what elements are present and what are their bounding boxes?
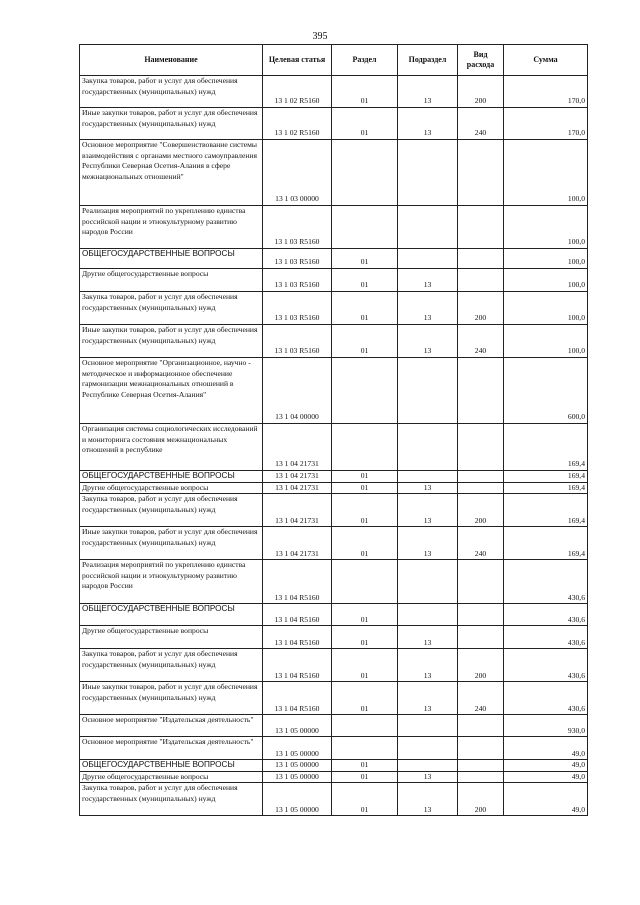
row-expense-type: 240 (458, 682, 504, 715)
row-target-article: 13 1 05 00000 (263, 715, 332, 737)
row-name: Иные закупки товаров, работ и услуг для обеспечения государственных (муниципальных) нужд (80, 108, 263, 140)
row-section: 01 (332, 604, 398, 626)
table-row (80, 737, 588, 760)
row-target-article: 13 1 04 R5160 (263, 604, 332, 626)
table-row (80, 424, 588, 471)
row-sum: 430,6 (504, 626, 588, 649)
row-name: Закупка товаров, работ и услуг для обеспечения государственных (муниципальных) нужд (80, 76, 263, 108)
row-section (332, 140, 398, 206)
row-name: Другие общегосударственные вопросы (80, 482, 263, 494)
table-row (80, 249, 588, 269)
row-name: ОБЩЕГОСУДАРСТВЕННЫЕ ВОПРОСЫ (80, 249, 263, 269)
header-target: Целевая статья (263, 45, 332, 76)
row-target-article: 13 1 04 R5160 (263, 626, 332, 649)
row-section: 01 (332, 269, 398, 292)
row-name: Иные закупки товаров, работ и услуг для обеспечения государственных (муниципальных) нужд (80, 682, 263, 715)
row-sum: 49,0 (504, 783, 588, 816)
row-section: 01 (332, 771, 398, 783)
row-target-article: 13 1 03 R5160 (263, 325, 332, 358)
row-sum: 100,0 (504, 206, 588, 249)
row-section: 01 (332, 249, 398, 269)
budget-table (79, 44, 588, 816)
row-target-article: 13 1 05 00000 (263, 760, 332, 772)
row-expense-type (458, 771, 504, 783)
row-section: 01 (332, 76, 398, 108)
table-row (80, 76, 588, 108)
row-section: 01 (332, 471, 398, 483)
row-expense-type (458, 140, 504, 206)
row-expense-type (458, 737, 504, 760)
row-sum: 170,0 (504, 108, 588, 140)
row-target-article: 13 1 04 R5160 (263, 560, 332, 604)
row-expense-type (458, 560, 504, 604)
row-expense-type (458, 358, 504, 424)
row-section: 01 (332, 649, 398, 682)
row-name: Основное мероприятие "Организационное, научно - методическое и информационное обеспечение гармонизации межнациональных отношений в Республике Северная Осетия-Алания" (80, 358, 263, 424)
row-subsection: 13 (398, 269, 458, 292)
row-expense-type: 200 (458, 494, 504, 527)
row-target-article: 13 1 04 00000 (263, 358, 332, 424)
row-expense-type: 200 (458, 783, 504, 816)
row-name: Основное мероприятие "Издательская деятельность" (80, 715, 263, 737)
row-sum: 49,0 (504, 771, 588, 783)
row-section (332, 424, 398, 471)
row-sum: 930,0 (504, 715, 588, 737)
row-subsection (398, 560, 458, 604)
row-target-article: 13 1 03 00000 (263, 140, 332, 206)
table-row (80, 604, 588, 626)
row-expense-type: 200 (458, 649, 504, 682)
row-name: Реализация мероприятий по укреплению единства российской нации и этнокультурному развитию народов России (80, 560, 263, 604)
table-row (80, 140, 588, 206)
row-section: 01 (332, 108, 398, 140)
table-row (80, 560, 588, 604)
row-expense-type (458, 424, 504, 471)
row-name: Организация системы социологических исследований и мониторинга состояния межнациональных отношений в республике (80, 424, 263, 471)
row-name: ОБЩЕГОСУДАРСТВЕННЫЕ ВОПРОСЫ (80, 760, 263, 772)
table-row (80, 626, 588, 649)
row-section: 01 (332, 325, 398, 358)
header-expense-type: Вид расхода (458, 45, 504, 76)
row-subsection (398, 471, 458, 483)
row-sum: 170,0 (504, 76, 588, 108)
row-subsection: 13 (398, 482, 458, 494)
row-target-article: 13 1 04 21731 (263, 471, 332, 483)
row-sum: 169,4 (504, 494, 588, 527)
table-row (80, 471, 588, 483)
row-name: Закупка товаров, работ и услуг для обеспечения государственных (муниципальных) нужд (80, 494, 263, 527)
row-subsection (398, 760, 458, 772)
row-subsection (398, 424, 458, 471)
row-section (332, 737, 398, 760)
row-section: 01 (332, 783, 398, 816)
row-sum: 100,0 (504, 249, 588, 269)
row-target-article: 13 1 03 R5160 (263, 292, 332, 325)
row-subsection: 13 (398, 108, 458, 140)
row-name: Реализация мероприятий по укреплению единства российской нации и этнокультурному развитию народов России (80, 206, 263, 249)
row-sum: 600,0 (504, 358, 588, 424)
row-subsection: 13 (398, 649, 458, 682)
row-target-article: 13 1 05 00000 (263, 737, 332, 760)
row-section: 01 (332, 494, 398, 527)
table-body (80, 76, 588, 816)
row-subsection: 13 (398, 76, 458, 108)
row-sum: 169,4 (504, 482, 588, 494)
row-target-article: 13 1 04 R5160 (263, 682, 332, 715)
row-expense-type: 240 (458, 325, 504, 358)
page-number: 395 (312, 31, 328, 42)
row-name: Закупка товаров, работ и услуг для обеспечения государственных (муниципальных) нужд (80, 783, 263, 816)
row-sum: 49,0 (504, 737, 588, 760)
row-target-article: 13 1 02 R5160 (263, 108, 332, 140)
row-sum: 169,4 (504, 424, 588, 471)
row-target-article: 13 1 02 R5160 (263, 76, 332, 108)
table-row (80, 527, 588, 560)
row-name: Другие общегосударственные вопросы (80, 771, 263, 783)
header-subsection: Подраздел (398, 45, 458, 76)
row-section (332, 358, 398, 424)
table-row (80, 358, 588, 424)
row-subsection (398, 604, 458, 626)
table-row (80, 325, 588, 358)
row-sum: 430,6 (504, 682, 588, 715)
header-sum: Сумма (504, 45, 588, 76)
row-expense-type (458, 482, 504, 494)
row-subsection: 13 (398, 783, 458, 816)
row-target-article: 13 1 04 21731 (263, 494, 332, 527)
row-target-article: 13 1 05 00000 (263, 783, 332, 816)
table-row (80, 771, 588, 783)
row-target-article: 13 1 03 R5160 (263, 249, 332, 269)
table-row (80, 682, 588, 715)
row-expense-type (458, 604, 504, 626)
row-target-article: 13 1 03 R5160 (263, 206, 332, 249)
row-expense-type: 240 (458, 527, 504, 560)
row-name: ОБЩЕГОСУДАРСТВЕННЫЕ ВОПРОСЫ (80, 471, 263, 483)
table-row (80, 482, 588, 494)
row-expense-type: 200 (458, 76, 504, 108)
row-target-article: 13 1 04 R5160 (263, 649, 332, 682)
table-row (80, 494, 588, 527)
row-sum: 100,0 (504, 269, 588, 292)
table-row (80, 206, 588, 249)
table-row (80, 108, 588, 140)
row-name: Иные закупки товаров, работ и услуг для обеспечения государственных (муниципальных) нужд (80, 325, 263, 358)
row-name: Другие общегосударственные вопросы (80, 626, 263, 649)
row-target-article: 13 1 05 00000 (263, 771, 332, 783)
row-section (332, 715, 398, 737)
row-expense-type (458, 206, 504, 249)
row-name: Закупка товаров, работ и услуг для обеспечения государственных (муниципальных) нужд (80, 649, 263, 682)
row-subsection (398, 358, 458, 424)
row-sum: 169,4 (504, 471, 588, 483)
row-target-article: 13 1 04 21731 (263, 424, 332, 471)
table-row (80, 292, 588, 325)
row-section: 01 (332, 682, 398, 715)
row-subsection (398, 715, 458, 737)
row-section: 01 (332, 482, 398, 494)
row-subsection (398, 737, 458, 760)
row-name: Другие общегосударственные вопросы (80, 269, 263, 292)
row-subsection: 13 (398, 494, 458, 527)
row-expense-type (458, 760, 504, 772)
row-sum: 49,0 (504, 760, 588, 772)
row-name: Основное мероприятие "Совершенствование системы взаимодействия с органами местного самоуправления Республики Северная Осетия-Алания в сфере межнациональных отношений" (80, 140, 263, 206)
row-sum: 100,0 (504, 325, 588, 358)
row-expense-type: 240 (458, 108, 504, 140)
row-section (332, 560, 398, 604)
table-row (80, 715, 588, 737)
row-sum: 100,0 (504, 292, 588, 325)
row-section: 01 (332, 760, 398, 772)
table-row (80, 760, 588, 772)
row-name: Иные закупки товаров, работ и услуг для обеспечения государственных (муниципальных) нужд (80, 527, 263, 560)
row-subsection (398, 140, 458, 206)
row-sum: 430,6 (504, 560, 588, 604)
row-target-article: 13 1 04 21731 (263, 527, 332, 560)
row-target-article: 13 1 03 R5160 (263, 269, 332, 292)
row-subsection: 13 (398, 292, 458, 325)
row-expense-type (458, 715, 504, 737)
row-expense-type (458, 249, 504, 269)
table-row (80, 649, 588, 682)
row-sum: 100,0 (504, 140, 588, 206)
row-subsection (398, 249, 458, 269)
row-target-article: 13 1 04 21731 (263, 482, 332, 494)
row-subsection: 13 (398, 682, 458, 715)
row-expense-type (458, 626, 504, 649)
row-section: 01 (332, 292, 398, 325)
row-sum: 430,6 (504, 649, 588, 682)
row-expense-type (458, 269, 504, 292)
row-name: ОБЩЕГОСУДАРСТВЕННЫЕ ВОПРОСЫ (80, 604, 263, 626)
row-expense-type: 200 (458, 292, 504, 325)
table-header-row (80, 45, 588, 76)
table-row (80, 783, 588, 816)
row-section (332, 206, 398, 249)
row-subsection: 13 (398, 626, 458, 649)
row-subsection (398, 206, 458, 249)
row-sum: 169,4 (504, 527, 588, 560)
row-subsection: 13 (398, 771, 458, 783)
row-subsection: 13 (398, 325, 458, 358)
row-name: Закупка товаров, работ и услуг для обеспечения государственных (муниципальных) нужд (80, 292, 263, 325)
row-name: Основное мероприятие "Издательская деятельность" (80, 737, 263, 760)
row-subsection: 13 (398, 527, 458, 560)
row-section: 01 (332, 527, 398, 560)
row-sum: 430,6 (504, 604, 588, 626)
header-name: Наименование (80, 45, 263, 76)
row-expense-type (458, 471, 504, 483)
table-row (80, 269, 588, 292)
header-section: Раздел (332, 45, 398, 76)
row-section: 01 (332, 626, 398, 649)
